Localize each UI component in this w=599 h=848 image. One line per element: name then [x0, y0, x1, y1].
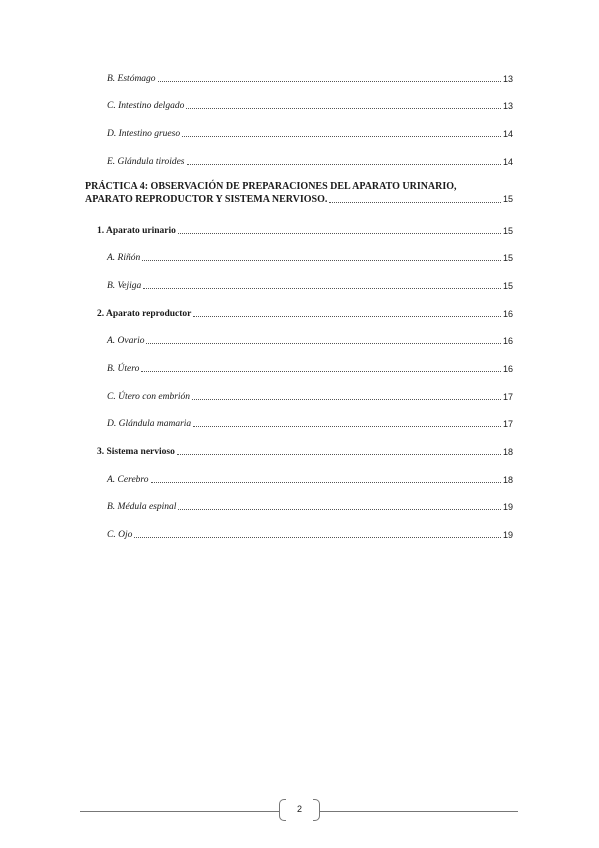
- toc-entry-page: 14: [502, 157, 513, 167]
- dot-leader: [151, 482, 501, 483]
- toc-entry-page: 17: [502, 419, 513, 429]
- toc-entry-page: 16: [502, 336, 513, 346]
- toc-entry[interactable]: [107, 278, 513, 292]
- toc-entry[interactable]: [107, 250, 513, 264]
- toc-entry-label: D. Glándula mamaria: [107, 419, 192, 429]
- toc-entry-label: A. Cerebro: [107, 475, 149, 485]
- dot-leader: [158, 81, 501, 82]
- toc-entry-page: 16: [502, 364, 513, 374]
- toc-chapter-title-line1: PRÁCTICA 4: OBSERVACIÓN DE PREPARACIONES DEL APARATO URINARIO,: [85, 181, 457, 192]
- dot-leader: [193, 426, 501, 427]
- toc-entry-page: 15: [502, 281, 513, 291]
- dot-leader: [186, 108, 501, 109]
- toc-entry-page: 17: [502, 392, 513, 402]
- toc-entry-label: D. Intestino grueso: [107, 129, 181, 139]
- toc-entry-page: 14: [502, 129, 513, 139]
- toc-entry-page: 15: [502, 226, 513, 236]
- footer-bracket-left: [279, 799, 286, 821]
- dot-leader: [182, 136, 501, 137]
- toc-entry-page: 13: [502, 101, 513, 111]
- dot-leader: [141, 371, 501, 372]
- toc-entry[interactable]: [107, 499, 513, 513]
- dot-leader: [146, 343, 501, 344]
- toc-section-entry[interactable]: [97, 223, 513, 237]
- toc-entry[interactable]: [107, 389, 513, 403]
- toc-chapter-page: 15: [502, 194, 513, 204]
- footer-rule-right: [320, 811, 518, 812]
- toc-entry-page: 19: [502, 502, 513, 512]
- dot-leader: [193, 316, 501, 317]
- toc-entry-label: C. Ojo: [107, 530, 133, 540]
- dot-leader: [142, 260, 501, 261]
- toc-entry-label: A. Riñón: [107, 253, 141, 263]
- footer-rule-left: [80, 811, 279, 812]
- toc-chapter-title-line2: APARATO REPRODUCTOR Y SISTEMA NERVIOSO.: [85, 194, 328, 205]
- page-number: 2: [296, 804, 302, 814]
- toc-entry-page: 18: [502, 475, 513, 485]
- toc-entry[interactable]: [107, 333, 513, 347]
- dot-leader: [134, 537, 501, 538]
- toc-entry-label: E. Glándula tiroides: [107, 157, 185, 167]
- toc-entry[interactable]: [107, 361, 513, 375]
- toc-entry-page: 19: [502, 530, 513, 540]
- dot-leader: [178, 509, 501, 510]
- dot-leader: [329, 202, 501, 203]
- toc-entry-page: 18: [502, 447, 513, 457]
- toc-entry-label: B. Médula espinal: [107, 502, 177, 512]
- toc-entry[interactable]: [107, 527, 513, 541]
- toc-entry-label: C. Intestino delgado: [107, 101, 185, 111]
- toc-entry-label: B. Útero: [107, 364, 140, 374]
- toc-entry[interactable]: [107, 472, 513, 486]
- dot-leader: [143, 288, 501, 289]
- toc-entry-page: 16: [502, 309, 513, 319]
- toc-entry-label: 3. Sistema nervioso: [97, 447, 175, 457]
- dot-leader: [178, 233, 501, 234]
- dot-leader: [192, 399, 501, 400]
- toc-entry[interactable]: [107, 126, 513, 140]
- toc-entry-label: A. Ovario: [107, 336, 145, 346]
- toc-entry[interactable]: [107, 71, 513, 85]
- toc-section-entry[interactable]: [97, 306, 513, 320]
- toc-entry-page: 15: [502, 253, 513, 263]
- toc-entry-label: 1. Aparato urinario: [97, 226, 176, 236]
- toc-section-entry[interactable]: [97, 444, 513, 458]
- toc-entry-label: B. Vejiga: [107, 281, 142, 291]
- toc-entry-page: 13: [502, 74, 513, 84]
- toc-chapter-line2: [85, 193, 513, 206]
- toc-entry[interactable]: [107, 416, 513, 430]
- toc-entry[interactable]: [107, 98, 513, 112]
- toc-entry[interactable]: [107, 154, 513, 168]
- dot-leader: [187, 164, 501, 165]
- toc-chapter-entry[interactable]: [85, 180, 513, 206]
- footer-bracket-right: [313, 799, 320, 821]
- toc-entry-label: B. Estómago: [107, 74, 156, 84]
- toc-entry-label: 2. Aparato reproductor: [97, 309, 192, 319]
- toc-entry-label: C. Útero con embrión: [107, 392, 191, 402]
- dot-leader: [177, 454, 501, 455]
